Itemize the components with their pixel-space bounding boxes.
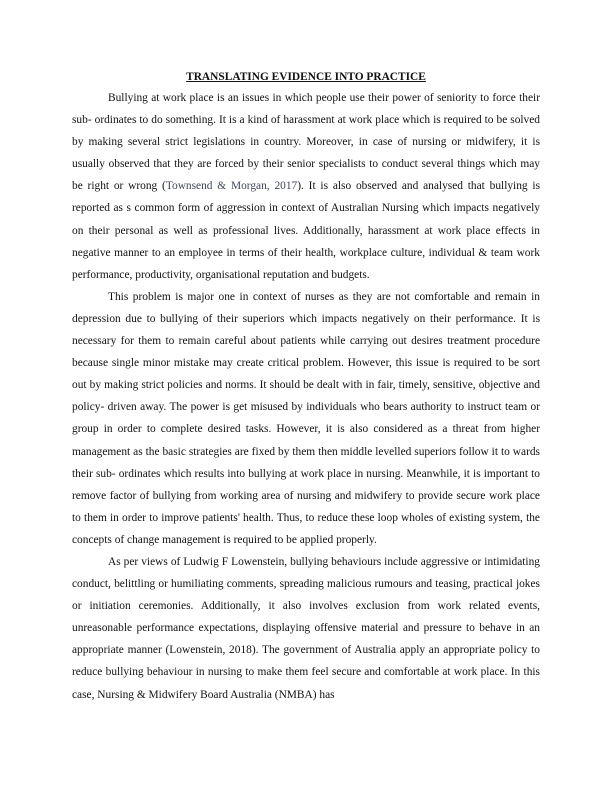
- paragraph-1-text-end: ). It is also observed and analysed that bullying is reported as s common form of aggression in context of Australian Nursing which impacts negatively on their personal as well as professional lives. Additionally, harassment at work place effects in negative manner to an employee in terms of their health, workplace culture, individual & team work performance, productivity, organisational reputation and budgets.: [72, 180, 540, 281]
- paragraph-1-text-start: Bullying at work place is an issues in which people use their power of seniority to force their sub- ordinates to do something. It is a kind of harassment at work place which is required to be solved by making several strict legislations in country. Moreover, in case of nursing or midwifery, it is usually observed that they are forced by their senior specialists to conduct several things which may be right or wrong (: [72, 92, 540, 193]
- paragraph-2: This problem is major one in context of nurses as they are not comfortable and remain in depression due to bullying of their superiors which impacts negatively on their performance. It is necessary for them to remain careful about patients while carrying out desires treatment procedure because single minor mistake may create critical problem. However, this issue is required to be sort out by making strict policies and norms. It should be dealt with in fair, timely, sensitive, objective and policy- driven away. The power is get misused by individuals who bears authority to instruct team or group in order to complete desired tasks. However, it is also considered as a threat from higher management as the basic strategies are fixed by them then middle levelled superiors follow it to wards their sub- ordinates which results into bullying at work place in nursing. Meanwhile, it is important to remove factor of bullying from working area of nursing and midwifery to provide secure work place to them in order to improve patients' health. Thus, to reduce these loop wholes of existing system, the concepts of change management is required to be applied properly.: [72, 290, 540, 546]
- paragraph-3: As per views of Ludwig F Lowenstein, bullying behaviours include aggressive or intimidating conduct, belittling or humiliating comments, spreading malicious rumours and teasing, practical jokes or initiation ceremonies. Additionally, it also involves exclusion from work related events, unreasonable performance expectations, displaying offensive material and pressure to behave in an appropriate manner (Lowenstein, 2018). The government of Australia apply an appropriate policy to reduce bullying behaviour in nursing to make them feel secure and comfortable at work place. In this case, Nursing & Midwifery Board Australia (NMBA) has: [72, 555, 540, 701]
- citation-townsend-morgan: Townsend & Morgan, 2017: [165, 180, 298, 193]
- document-title: TRANSLATING EVIDENCE INTO PRACTICE: [186, 71, 426, 83]
- document-page: [72, 70, 540, 706]
- paragraph-1: [72, 87, 540, 286]
